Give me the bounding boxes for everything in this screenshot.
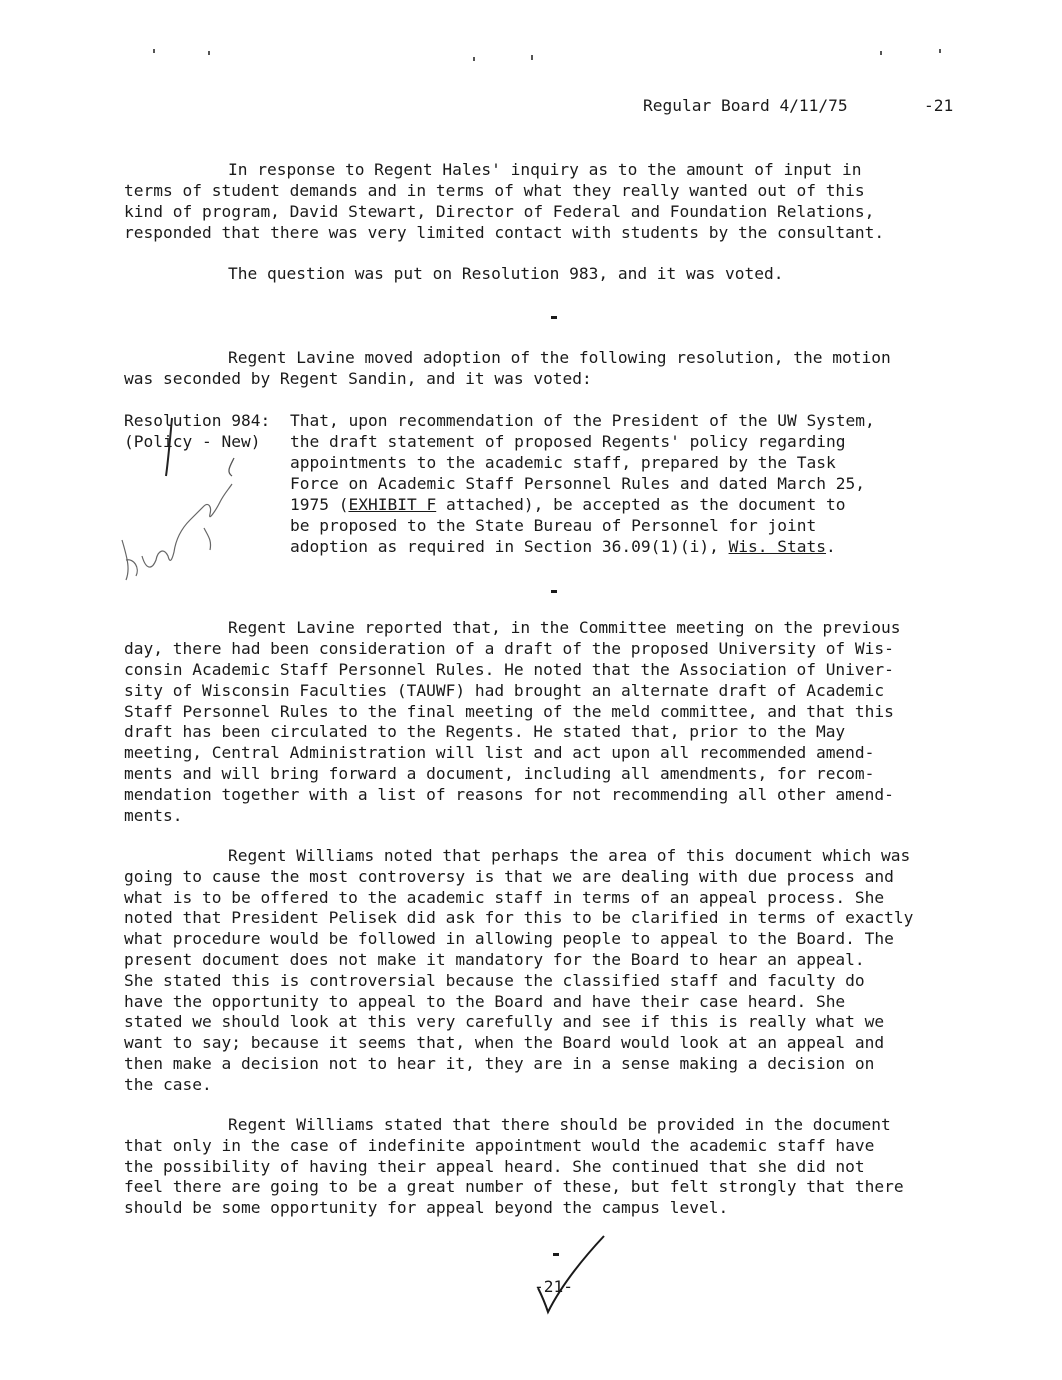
text-line: should be some opportunity for appeal beyond the campus level. [124,1198,729,1217]
text-line: She stated this is controversial because the classified staff and faculty do [124,971,865,990]
text-line: have the opportunity to appeal to the Board and have their case heard. She [124,992,846,1011]
text-line: noted that President Pelisek did ask for this to be clarified in terms of exactly [124,908,914,927]
scan-speck [880,51,882,55]
text-line: ments and will bring forward a document, including all amendments, for recom- [124,764,875,783]
header-page-number: -21 [924,96,954,115]
text-span: adoption as required in Section 36.09(1)(i), [290,537,729,556]
resolution-type: (Policy - New) [124,432,261,451]
text-line: meeting, Central Administration will list and act upon all recommended amend- [124,743,875,762]
text-line: kind of program, David Stewart, Director of Federal and Foundation Relations, [124,202,875,221]
text-line: draft has been circulated to the Regents. He stated that, prior to the May [124,722,846,741]
text-line: the possibility of having their appeal heard. She continued that she did not [124,1157,865,1176]
scan-speck [153,49,155,53]
text-line: what procedure would be followed in allowing people to appeal to the Board. The [124,929,894,948]
resolution-line: the draft statement of proposed Regents' policy regarding [290,432,846,451]
section-separator [551,590,557,593]
resolution-label: Resolution 984: [124,411,271,430]
text-line: responded that there was very limited contact with students by the consultant. [124,223,885,242]
text-span: attached), be accepted as the document to [436,495,846,514]
resolution-line [290,495,846,516]
paragraph-question-983: The question was put on Resolution 983, and it was voted. [228,264,784,283]
text-line: In response to Regent Hales' inquiry as to the amount of input in [228,160,862,179]
text-line: ments. [124,806,183,825]
text-line: the case. [124,1075,212,1094]
checkmark-icon [532,1232,612,1318]
resolution-line: Force on Academic Staff Personnel Rules and dated March 25, [290,474,865,493]
text-line: what is to be offered to the academic staff in terms of an appeal process. She [124,888,885,907]
resolution-line: appointments to the academic staff, prepared by the Task [290,453,836,472]
scan-speck [208,51,210,55]
exhibit-reference: EXHIBIT F [348,495,437,514]
scan-speck [939,49,941,53]
resolution-line: That, upon recommendation of the President of the UW System, [290,411,875,430]
text-line: then make a decision not to hear it, they are in a sense making a decision on [124,1054,875,1073]
statute-reference: Wis. Stats [728,537,827,556]
text-line: Regent Lavine reported that, in the Committee meeting on the previous [228,618,901,637]
text-line: Regent Williams noted that perhaps the area of this document which was [228,846,911,865]
text-line: Staff Personnel Rules to the final meeting of the meld committee, and that this [124,702,894,721]
resolution-line [290,537,836,558]
text-line: Regent Lavine moved adoption of the following resolution, the motion [228,348,891,367]
scan-speck [531,55,533,60]
text-line: that only in the case of indefinite appointment would the academic staff have [124,1136,875,1155]
text-line: want to say; because it seems that, when the Board would look at an appeal and [124,1033,885,1052]
text-line: mendation together with a list of reasons for not recommending all other amend- [124,785,894,804]
header-title: Regular Board 4/11/75 [643,96,848,115]
text-line: feel there are going to be a great number of these, but felt strongly that there [124,1177,904,1196]
resolution-line: be proposed to the State Bureau of Personnel for joint [290,516,817,535]
text-line: sity of Wisconsin Faculties (TAUWF) had brought an alternate draft of Academic [124,681,885,700]
text-line: stated we should look at this very carefully and see if this is really what we [124,1012,885,1031]
text-span: 1975 ( [290,495,349,514]
text-line: Regent Williams stated that there should be provided in the document [228,1115,891,1134]
text-line: terms of student demands and in terms of what they really wanted out of this [124,181,865,200]
section-separator [551,316,557,319]
footer-page-number: -21- [534,1277,573,1296]
text-span: . [826,537,836,556]
scan-speck [473,57,475,61]
text-line: present document does not make it mandatory for the Board to hear an appeal. [124,950,865,969]
text-line: consin Academic Staff Personnel Rules. He noted that the Association of Univer- [124,660,894,679]
text-line: day, there had been consideration of a draft of the proposed University of Wis- [124,639,894,658]
text-line: going to cause the most controversy is that we are dealing with due process and [124,867,894,886]
handwritten-annotation [112,410,252,600]
text-line: was seconded by Regent Sandin, and it was voted: [124,369,592,388]
